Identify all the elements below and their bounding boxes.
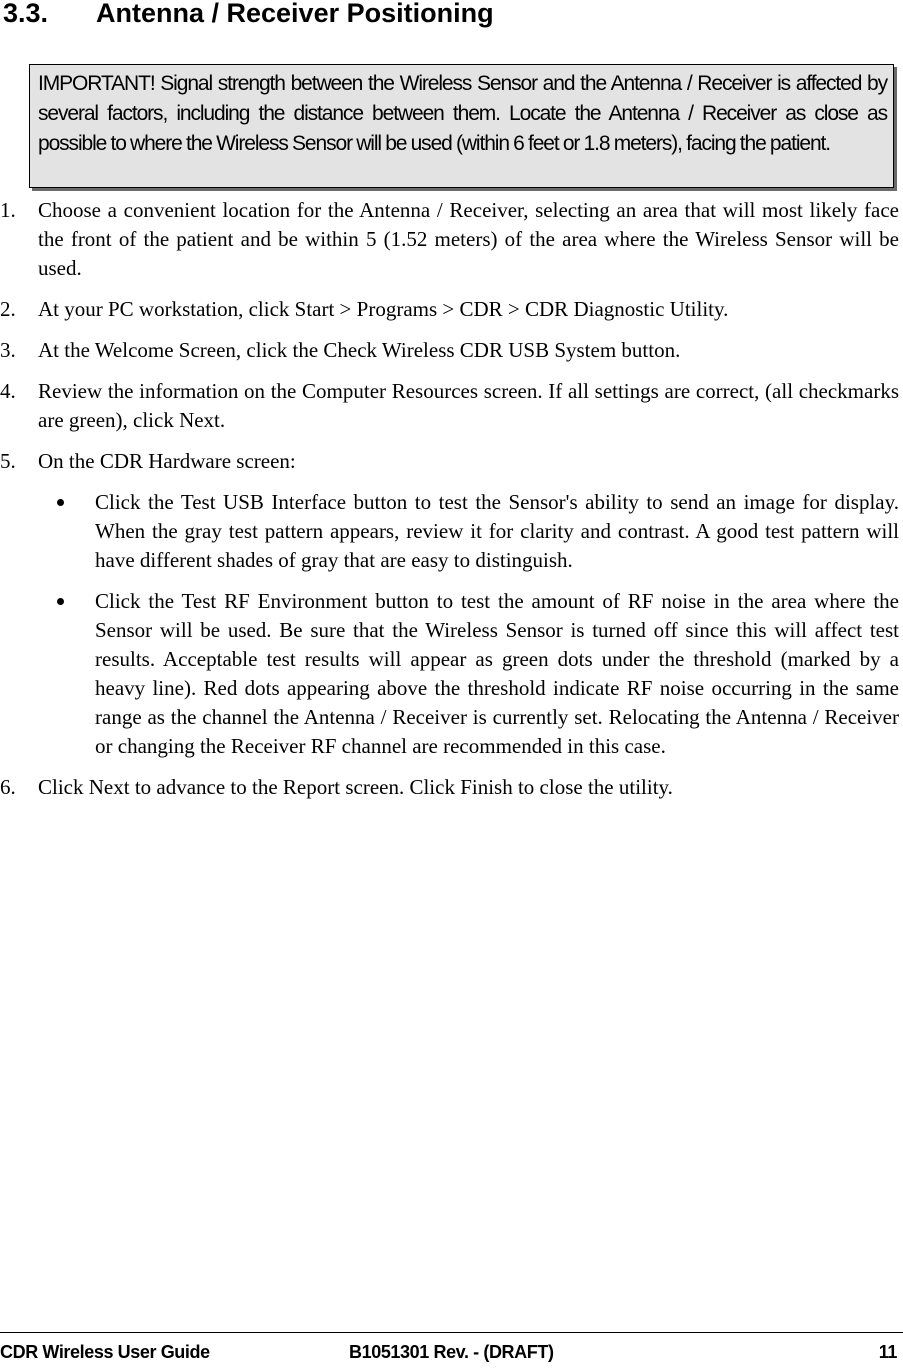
- step-number: 2.: [0, 297, 16, 321]
- step-text: Review the information on the Computer Resources screen. If all settings are correct, (all checkmarks are green), click Next.: [38, 379, 899, 432]
- step-text: At your PC workstation, click Start > Programs > CDR > CDR Diagnostic Utility.: [38, 297, 729, 321]
- bullet-text: Click the Test RF Environment button to test the amount of RF noise in the area where the Sensor will be used. Be sure that the Wireless Sensor is turned off since this will affect test results. Acceptable test results will appear as green dots under the threshold (marked by a heavy line). Red dots appearing above the threshold indicate RF noise occurring in the same range as the channel the Antenna / Receiver is currently set. Relocating the Antenna / Receiver or changing the Receiver RF channel are recommended in this case.: [95, 589, 899, 758]
- step-5: [0, 447, 899, 761]
- step-4: [0, 377, 899, 435]
- step-2: [0, 295, 899, 324]
- bullet-item-test-rf: [38, 587, 899, 761]
- footer-guide-title: CDR Wireless User Guide: [0, 1342, 210, 1362]
- step-number: 4.: [0, 379, 16, 403]
- bullet-dot-icon: [57, 598, 64, 605]
- section-title: Antenna / Receiver Positioning: [96, 0, 494, 28]
- step-6: [0, 773, 899, 802]
- footer-divider: [0, 1332, 903, 1333]
- step-1: [0, 196, 899, 283]
- step-text: Choose a convenient location for the Antenna / Receiver, selecting an area that will most likely face the front of the patient and be within 5 (1.52 meters) of the area where the Wireless Sensor will be used.: [38, 198, 899, 280]
- important-note-text: IMPORTANT! Signal strength between the Wireless Sensor and the Antenna / Receiver is affected by several factors, including the distance between them. Locate the Antenna / Receiver as close as possible to where the Wireless Sensor will be used (within 6 feet or 1.8 meters), facing the patient.: [38, 72, 887, 155]
- footer-doc-number: B1051301 Rev. - (DRAFT): [349, 1342, 554, 1362]
- footer-page-number: 11: [878, 1342, 897, 1362]
- section-heading: [3, 0, 494, 30]
- step-text: On the CDR Hardware screen:: [38, 449, 296, 473]
- bullet-text: Click the Test USB Interface button to test the Sensor's ability to send an image for display. When the gray test pattern appears, review it for clarity and contrast. A good test pattern will have different shades of gray that are easy to distinguish.: [95, 490, 899, 572]
- step-text: At the Welcome Screen, click the Check Wireless CDR USB System button.: [38, 338, 681, 362]
- step-text: Click Next to advance to the Report screen. Click Finish to close the utility.: [38, 775, 673, 799]
- bullet-item-test-usb: [38, 488, 899, 575]
- procedure-steps: [0, 184, 899, 802]
- important-note-box: [29, 64, 894, 188]
- step-number: 3.: [0, 338, 16, 362]
- step-number: 5.: [0, 449, 16, 473]
- step-5-sublist: [38, 488, 899, 761]
- section-number: 3.3.: [3, 0, 49, 28]
- step-number: 1.: [0, 198, 16, 222]
- step-number: 6.: [0, 775, 16, 799]
- bullet-dot-icon: [57, 499, 64, 506]
- step-3: [0, 336, 899, 365]
